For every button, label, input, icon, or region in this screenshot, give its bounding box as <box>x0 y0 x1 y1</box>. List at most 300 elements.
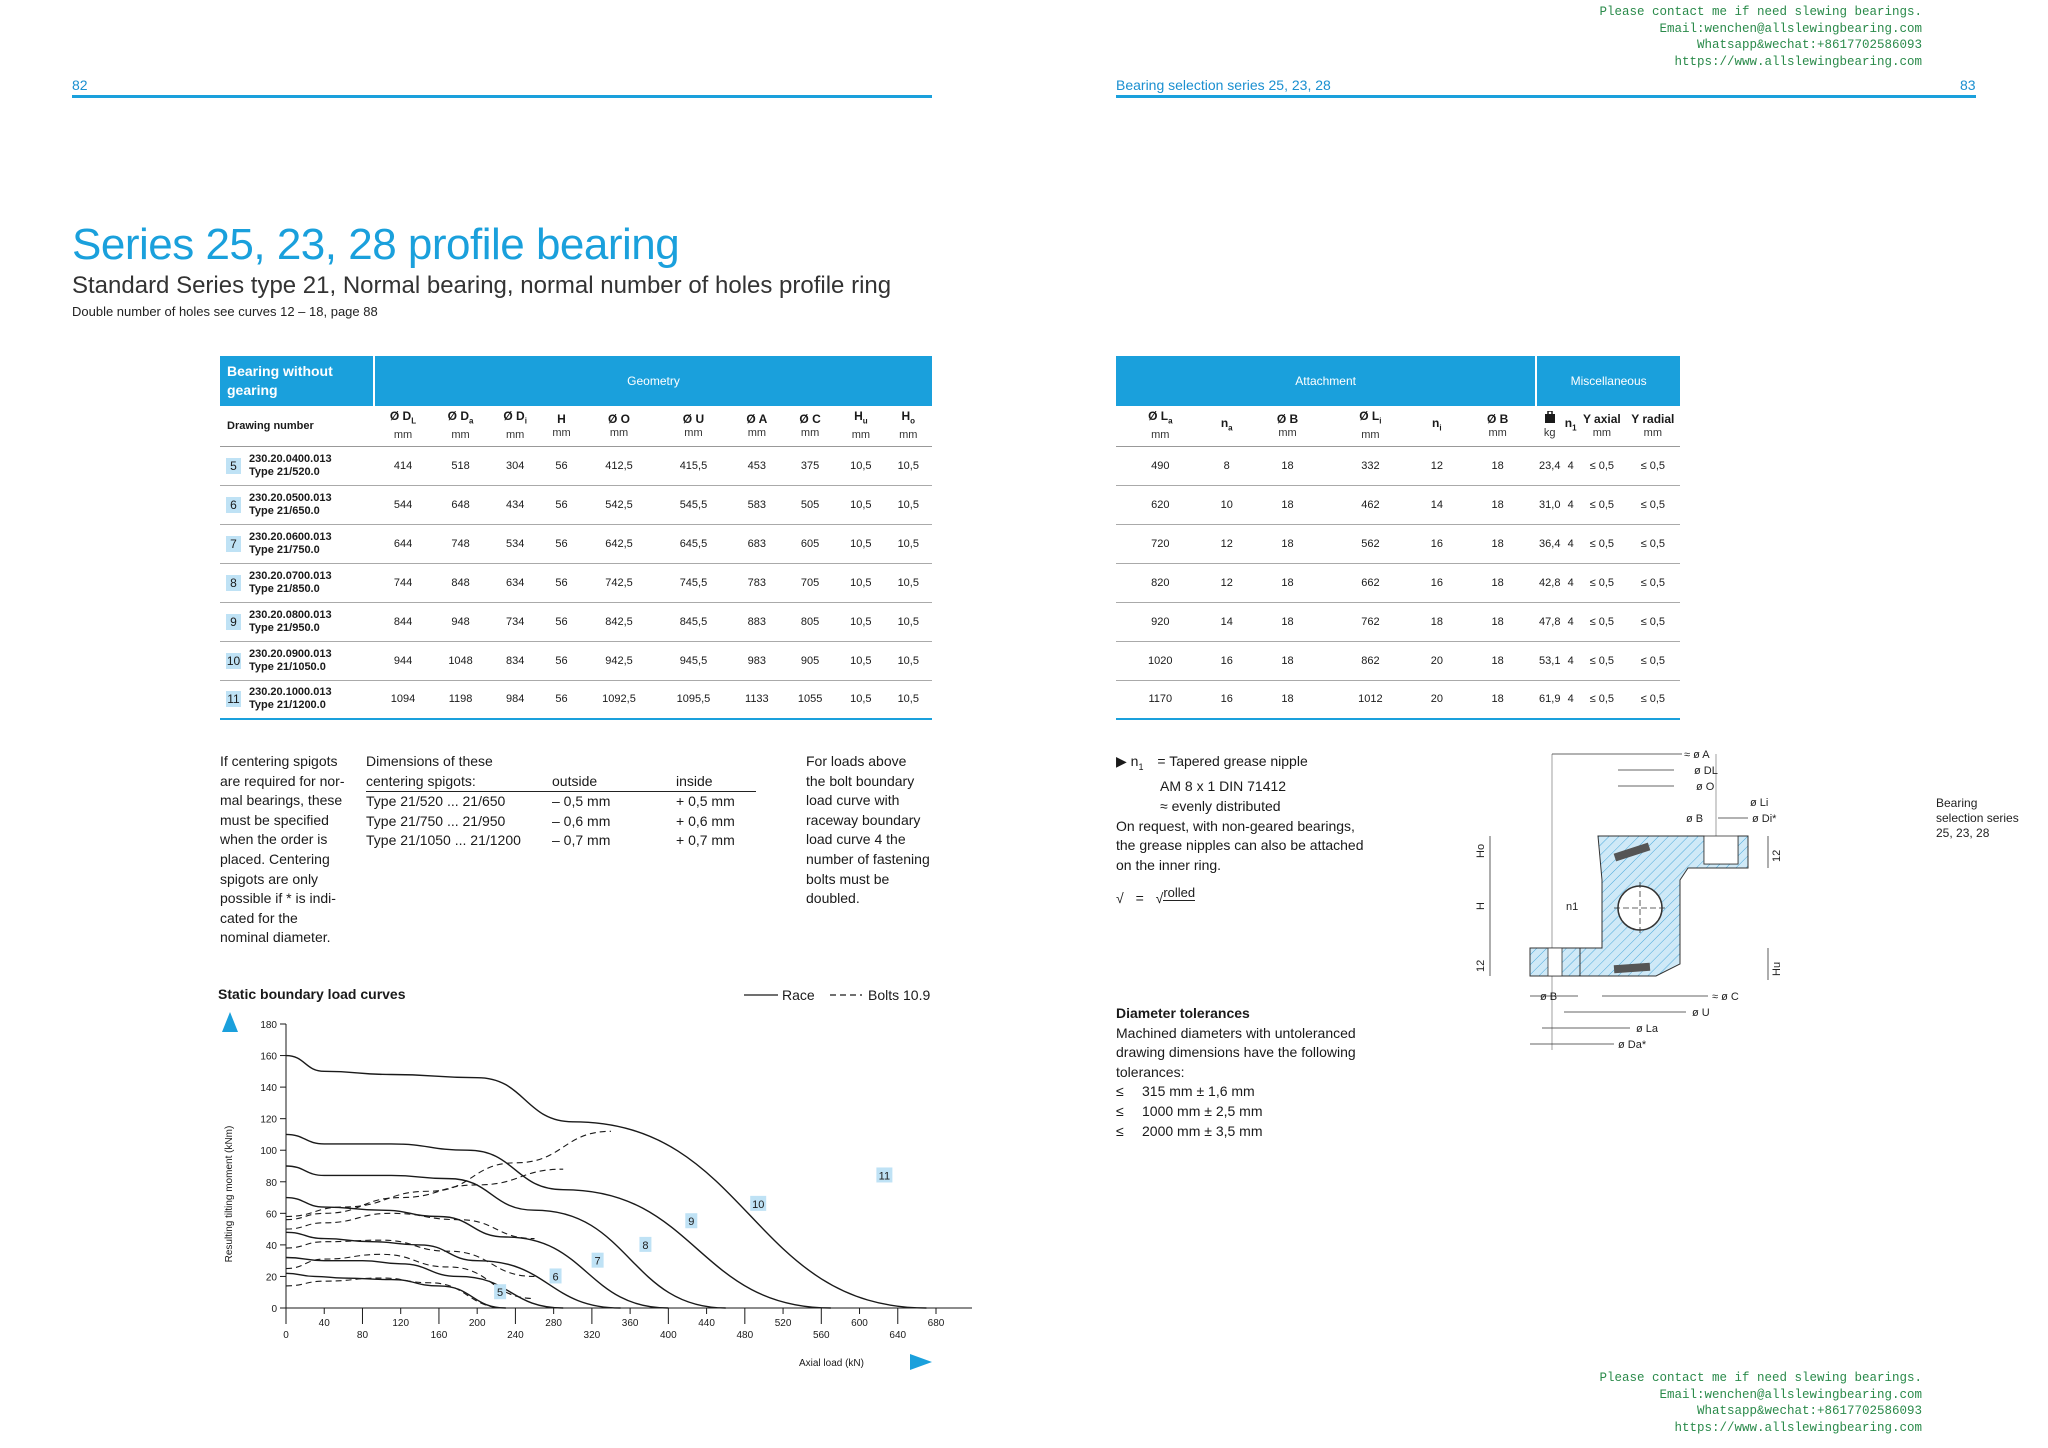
table-cell: 745,5 <box>656 563 730 602</box>
table-cell: 645,5 <box>656 524 730 563</box>
col-unit: mm <box>609 426 629 439</box>
table-cell: 10,5 <box>885 563 932 602</box>
table-cell: ≤ 0,5 <box>1578 485 1626 524</box>
table-cell: 642,5 <box>582 524 656 563</box>
table-cell: 4 <box>1563 680 1578 719</box>
spigot-heading-2: centering spigots: <box>366 772 552 793</box>
checkmark-icon: √ <box>1116 890 1124 907</box>
tolerance-row <box>1116 1122 1416 1142</box>
table-cell: 18 <box>1249 485 1326 524</box>
label-n1: n1 <box>1566 901 1579 913</box>
table-cell: 16 <box>1205 641 1249 680</box>
table-cell: ≤ 0,5 <box>1626 446 1680 485</box>
table-cell: 18 <box>1415 602 1459 641</box>
geometry-col-header <box>783 406 837 446</box>
dim-12-left: 12 <box>1475 959 1487 972</box>
rolled-label: rolled <box>1163 885 1196 901</box>
table-cell: 544 <box>374 485 432 524</box>
dim-Li: ø Li <box>1750 797 1769 809</box>
table-cell: 683 <box>731 524 783 563</box>
col-symbol: n <box>1564 416 1573 431</box>
dim-H: H <box>1475 902 1487 910</box>
spigot-note-line: when the order is <box>220 831 328 848</box>
table-cell: 1055 <box>783 680 837 719</box>
curve-label: 6 <box>552 1271 559 1284</box>
table-cell: 434 <box>489 485 541 524</box>
loads-note-line: number of fastening <box>806 850 930 867</box>
table-cell: 453 <box>731 446 783 485</box>
tolerance-sign: ≤ <box>1116 1102 1124 1119</box>
chart-title: Static boundary load curves <box>218 986 406 1002</box>
drawing-number-header: Drawing number <box>220 406 374 446</box>
spigot-note-line: cated for the <box>220 909 298 926</box>
drawing-number-cell <box>220 524 374 563</box>
table-cell: 4 <box>1563 446 1578 485</box>
col-symbol: Y radial <box>1631 411 1675 426</box>
col-symbol: Ø L <box>1359 409 1380 424</box>
x-tick-label: 640 <box>889 1330 907 1341</box>
table-cell: 12 <box>1205 524 1249 563</box>
drawing-number <box>241 492 332 518</box>
y-tick-label: 80 <box>265 1177 277 1189</box>
tolerance-row <box>1116 1082 1416 1102</box>
grease-symbol-sub: 1 <box>1138 761 1144 772</box>
attachment-col-header <box>1626 406 1680 446</box>
dim-B: ø B <box>1686 813 1704 825</box>
table-cell: 1133 <box>731 680 783 719</box>
col-symbol-sub: a <box>469 416 474 426</box>
spigot-note-line: possible if * is indi- <box>220 890 336 907</box>
table-cell: 762 <box>1326 602 1415 641</box>
y-tick-label: 0 <box>271 1304 277 1315</box>
table-cell: 10,5 <box>837 641 884 680</box>
spigot-note <box>220 752 360 948</box>
col-unit: mm <box>684 426 703 439</box>
spigot-note-line: must be specified <box>220 811 329 828</box>
curve-label: 8 <box>642 1239 649 1252</box>
spigot-type: Type 21/750 ... 21/950 <box>366 812 506 829</box>
table-cell: 304 <box>489 446 541 485</box>
col-unit: mm <box>552 426 571 439</box>
spigot-outside: – 0,6 mm <box>552 812 611 829</box>
table-cell: 634 <box>489 563 541 602</box>
table-cell: 18 <box>1459 446 1536 485</box>
dim-B2: ø B <box>1540 991 1558 1003</box>
table-cell: 414 <box>374 446 432 485</box>
col-symbol-wrap <box>374 409 432 428</box>
table-cell: 942,5 <box>582 641 656 680</box>
spigot-note-line: spigots are only <box>220 870 319 887</box>
table-cell: ≤ 0,5 <box>1578 680 1626 719</box>
spigot-outside: – 0,5 mm <box>552 793 611 810</box>
table-cell: 4 <box>1563 485 1578 524</box>
x-axis-arrow-icon <box>910 1354 932 1370</box>
curve-badge: 9 <box>226 614 241 630</box>
table-cell: 883 <box>731 602 783 641</box>
col-symbol: Ø D <box>389 409 412 424</box>
col-unit: mm <box>800 426 820 439</box>
contact-line: Please contact me if need slewing bearings. <box>1599 5 1922 19</box>
drawing-number-type: Type 21/750.0 <box>249 543 320 556</box>
col-symbol-sub: u <box>862 416 868 426</box>
spigot-inside: + 0,7 mm <box>676 832 735 849</box>
col-symbol-sub: o <box>910 416 916 426</box>
surface-icon: √ <box>1155 890 1164 907</box>
table-cell: 983 <box>731 641 783 680</box>
table-cell: 14 <box>1205 602 1249 641</box>
table-cell: 12 <box>1205 563 1249 602</box>
table-cell: 18 <box>1249 524 1326 563</box>
col-unit: mm <box>1151 429 1170 442</box>
col-unit: mm <box>1361 429 1380 442</box>
table-cell: 462 <box>1326 485 1415 524</box>
spigot-col-inside: inside <box>676 772 756 793</box>
table-cell: 18 <box>1249 602 1326 641</box>
contact-block-bottom <box>1599 1370 1922 1436</box>
table-cell: ≤ 0,5 <box>1626 602 1680 641</box>
table-cell: 662 <box>1326 563 1415 602</box>
loads-note-line: For loads above <box>806 753 907 769</box>
table-cell: 412,5 <box>582 446 656 485</box>
page-title: Series 25, 23, 28 profile bearing <box>72 220 680 269</box>
table-cell: 18 <box>1459 563 1536 602</box>
drawing-number <box>241 453 332 479</box>
tolerances-line-3: tolerances: <box>1116 1063 1185 1080</box>
col-symbol: n <box>1220 416 1229 431</box>
equals-sign: = <box>1135 890 1144 907</box>
tolerance-text: 1000 mm ± 2,5 mm <box>1142 1102 1263 1119</box>
table-cell: 56 <box>541 680 582 719</box>
table-cell: 744 <box>374 563 432 602</box>
dim-12-right: 12 <box>1771 849 1783 862</box>
left-header-rule <box>72 95 932 98</box>
table-cell: 562 <box>1326 524 1415 563</box>
spigot-type: Type 21/1050 ... 21/1200 <box>366 832 521 849</box>
table-cell: 834 <box>489 641 541 680</box>
table-cell: ≤ 0,5 <box>1626 680 1680 719</box>
drawing-number-type: Type 21/1200.0 <box>249 699 326 712</box>
drawing-number-type: Type 21/650.0 <box>249 504 320 517</box>
y-tick-label: 60 <box>265 1209 277 1221</box>
drawing-number-code: 230.20.0900.013 <box>249 647 332 660</box>
col-symbol-sub: 1 <box>1572 423 1577 433</box>
spigot-inside: + 0,6 mm <box>676 812 735 829</box>
chart-xlabel: Axial load (kN) <box>798 1358 864 1369</box>
geometry-group-header: Geometry <box>374 356 932 406</box>
tolerance-text: 2000 mm ± 3,5 mm <box>1142 1122 1263 1139</box>
tolerance-row <box>1116 1102 1416 1122</box>
curve-label: 5 <box>497 1287 504 1300</box>
page-subtitle: Standard Series type 21, Normal bearing, normal number of holes profile ring <box>72 272 892 299</box>
curve-label: 11 <box>878 1170 891 1183</box>
curve-label: 9 <box>688 1216 695 1229</box>
table-cell: 12 <box>1415 446 1459 485</box>
table-cell: 1095,5 <box>656 680 730 719</box>
table-cell: 18 <box>1459 524 1536 563</box>
loads-note-line: load curve 4 the <box>806 831 906 848</box>
table-cell: 842,5 <box>582 602 656 641</box>
table-cell: 748 <box>432 524 489 563</box>
table-cell: 23,4 <box>1536 446 1563 485</box>
col-symbol-sub: L <box>411 416 417 426</box>
dim-Hu: Hu <box>1771 961 1783 976</box>
race-curve-11 <box>286 1056 926 1308</box>
table-cell: 783 <box>731 563 783 602</box>
attachment-col-header <box>1249 406 1326 446</box>
spigot-note-line: mal bearings, these <box>220 792 343 809</box>
x-tick-label: 440 <box>698 1318 715 1329</box>
table-cell: 820 <box>1116 563 1205 602</box>
grease-line-2: AM 8 x 1 DIN 71412 <box>1160 778 1287 795</box>
table-cell: 16 <box>1415 524 1459 563</box>
drawing-number-code: 230.20.0400.013 <box>249 452 332 465</box>
table-cell: 945,5 <box>656 641 730 680</box>
col-symbol-sub: i <box>524 416 527 426</box>
col-symbol: Ø B <box>1486 411 1509 426</box>
table-cell: 844 <box>374 602 432 641</box>
table-cell: ≤ 0,5 <box>1578 563 1626 602</box>
col-symbol-sub: i <box>1379 416 1382 426</box>
table-cell: 542,5 <box>582 485 656 524</box>
spigot-note-line: placed. Centering <box>220 850 330 867</box>
table-cell: 20 <box>1415 641 1459 680</box>
table-cell: 61,9 <box>1536 680 1563 719</box>
col-unit: mm <box>1643 426 1662 439</box>
table-cell: 332 <box>1326 446 1415 485</box>
spigot-note-line: nominal diameter. <box>220 929 331 946</box>
weight-icon <box>1536 411 1563 426</box>
spigot-columns-header <box>366 772 756 793</box>
drawing-number <box>241 648 332 674</box>
table-cell: 518 <box>432 446 489 485</box>
page-note: Double number of holes see curves 12 – 18, page 88 <box>72 304 378 319</box>
tolerances-line-1: Machined diameters with untoleranced <box>1116 1024 1356 1041</box>
drawing-number <box>241 686 332 712</box>
col-symbol-sub: i <box>1439 423 1442 433</box>
table-cell: 805 <box>783 602 837 641</box>
loads-note-line: doubled. <box>806 890 860 907</box>
table-cell: 948 <box>432 602 489 641</box>
y-tick-label: 20 <box>265 1272 277 1284</box>
table-row <box>1116 680 1680 719</box>
table-cell: 42,8 <box>1536 563 1563 602</box>
col-symbol: H <box>557 411 566 426</box>
curve-label: 10 <box>752 1198 765 1211</box>
table-cell: 10 <box>1205 485 1249 524</box>
x-tick-label: 680 <box>927 1318 945 1329</box>
table-cell: 1048 <box>432 641 489 680</box>
spigot-col-outside: outside <box>552 772 676 793</box>
geometry-col-header <box>374 406 432 446</box>
bolt-curve-7 <box>286 1240 535 1276</box>
col-symbol-wrap <box>1326 409 1415 428</box>
y-tick-label: 100 <box>260 1146 277 1158</box>
contact-email: Email:wenchen@allslewingbearing.com <box>1659 1387 1922 1402</box>
bolt-curve-5 <box>286 1278 506 1308</box>
col-unit: mm <box>851 429 871 442</box>
table-cell: 8 <box>1205 446 1249 485</box>
attachment-col-header <box>1116 406 1205 446</box>
spigot-inside: + 0,5 mm <box>676 793 735 810</box>
x-tick-label: 320 <box>583 1330 601 1341</box>
race-curve-8 <box>286 1198 668 1308</box>
col-unit: mm <box>506 429 525 442</box>
curve-badge: 11 <box>227 692 240 707</box>
table-row <box>1116 563 1680 602</box>
geometry-col-header <box>489 406 541 446</box>
x-tick-label: 40 <box>318 1318 330 1329</box>
table-cell: 56 <box>541 485 582 524</box>
right-page-number: 83 <box>1960 77 1976 93</box>
table-cell: 605 <box>783 524 837 563</box>
table-cell: 56 <box>541 446 582 485</box>
running-head: Bearing selection series 25, 23, 28 <box>1116 77 1331 93</box>
table-cell: 47,8 <box>1536 602 1563 641</box>
table-cell: 4 <box>1563 602 1578 641</box>
table-cell: 905 <box>783 641 837 680</box>
table-cell: 18 <box>1459 641 1536 680</box>
grease-line-4: On request, with non-geared bearings, <box>1116 817 1355 834</box>
drawing-number-code: 230.20.0700.013 <box>249 569 332 582</box>
table-cell: 848 <box>432 563 489 602</box>
table-cell: 4 <box>1563 563 1578 602</box>
bearing-cross-section-diagram <box>1418 740 1818 1060</box>
col-unit: mm <box>899 429 918 442</box>
table-cell: ≤ 0,5 <box>1578 446 1626 485</box>
table-cell: 644 <box>374 524 432 563</box>
col-symbol: Y axial <box>1582 411 1621 426</box>
table-row <box>1116 524 1680 563</box>
table-cell: 16 <box>1415 563 1459 602</box>
contact-block-top <box>1599 4 1922 70</box>
table-cell: 10,5 <box>885 524 932 563</box>
x-tick-label: 280 <box>545 1318 562 1329</box>
table-cell: ≤ 0,5 <box>1578 524 1626 563</box>
table-cell: 1170 <box>1116 680 1205 719</box>
table-cell: 742,5 <box>582 563 656 602</box>
y-tick-label: 160 <box>260 1051 277 1063</box>
col-symbol-wrap <box>1205 416 1249 435</box>
col-symbol-wrap <box>1116 409 1205 428</box>
spigot-heading-1: Dimensions of these <box>366 753 493 769</box>
contact-phone: Whatsapp&wechat:+8617702586093 <box>1696 1404 1922 1418</box>
table-cell: ≤ 0,5 <box>1626 563 1680 602</box>
attachment-col-header <box>1326 406 1415 446</box>
left-page-number: 82 <box>72 77 88 93</box>
table-cell: 18 <box>1459 602 1536 641</box>
bearing-group-line2: gearing <box>227 382 278 398</box>
dim-A: ≈ ø A <box>1684 749 1710 761</box>
table-cell: 10,5 <box>837 563 884 602</box>
tolerances <box>1116 1004 1416 1141</box>
table-cell: 10,5 <box>837 602 884 641</box>
table-cell: 56 <box>541 524 582 563</box>
geometry-col-header <box>582 406 656 446</box>
attachment-col-header <box>1459 406 1536 446</box>
curve-badge: 6 <box>226 497 241 513</box>
geometry-col-header <box>656 406 730 446</box>
table-row <box>220 485 932 524</box>
col-symbol-wrap <box>1626 412 1680 426</box>
dim-La: ø La <box>1636 1023 1659 1035</box>
table-cell: 18 <box>1459 485 1536 524</box>
x-tick-label: 400 <box>660 1330 677 1341</box>
dim-U: ø U <box>1692 1007 1710 1019</box>
table-cell: 18 <box>1249 563 1326 602</box>
spigot-dimensions <box>366 752 756 851</box>
table-cell: 18 <box>1459 680 1536 719</box>
attachment-col-header <box>1536 406 1563 446</box>
dim-Da: ø Da* <box>1618 1039 1647 1051</box>
geometry-col-header <box>541 406 582 446</box>
table-cell: 505 <box>783 485 837 524</box>
grease-line-3: ≈ evenly distributed <box>1160 797 1281 814</box>
curve-badge: 7 <box>226 536 241 552</box>
chart-ylabel: Resulting tilting moment (kNm) <box>224 1125 235 1263</box>
drawing-number-code: 230.20.0600.013 <box>249 530 332 543</box>
table-cell: 375 <box>783 446 837 485</box>
grease-note <box>1116 752 1416 909</box>
col-unit: kg <box>1543 427 1556 440</box>
col-symbol-wrap <box>1459 412 1536 426</box>
col-symbol: H <box>854 409 863 424</box>
table-cell: 56 <box>541 602 582 641</box>
side-label-2: selection series <box>1936 811 2019 825</box>
x-tick-label: 200 <box>468 1318 486 1329</box>
col-symbol: Ø L <box>1148 409 1169 424</box>
dim-Ho: Ho <box>1475 843 1487 858</box>
x-tick-label: 360 <box>621 1318 639 1329</box>
drawing-number <box>241 609 332 635</box>
col-symbol: Ø D <box>503 409 525 424</box>
curve-badge: 5 <box>226 458 241 474</box>
table-cell: 10,5 <box>885 602 932 641</box>
table-cell: ≤ 0,5 <box>1626 485 1680 524</box>
table-row <box>220 680 932 719</box>
table-cell: 10,5 <box>885 641 932 680</box>
drawing-number-code: 230.20.0800.013 <box>249 608 332 621</box>
table-cell: 10,5 <box>885 485 932 524</box>
table-cell: ≤ 0,5 <box>1626 641 1680 680</box>
table-cell: 534 <box>489 524 541 563</box>
table-cell: 10,5 <box>885 680 932 719</box>
drawing-number-cell <box>220 485 374 524</box>
table-cell: 20 <box>1415 680 1459 719</box>
curve-badge: 8 <box>226 575 241 591</box>
right-header-rule <box>1116 95 1976 98</box>
col-symbol: Ø B <box>1276 411 1299 426</box>
col-symbol: Ø U <box>682 411 705 426</box>
drawing-number-type: Type 21/950.0 <box>249 621 320 634</box>
legend-bolts-label: Bolts 10.9 <box>868 987 931 1003</box>
tolerance-text: 315 mm ± 1,6 mm <box>1142 1083 1255 1100</box>
attachment-col-header <box>1578 406 1626 446</box>
col-symbol-wrap <box>1415 416 1459 435</box>
table-cell: 10,5 <box>837 446 884 485</box>
table-cell: 1020 <box>1116 641 1205 680</box>
chart-legend <box>744 987 930 1003</box>
col-symbol-sub: a <box>1228 423 1233 433</box>
y-tick-label: 140 <box>260 1083 277 1095</box>
col-symbol-wrap <box>1249 412 1326 426</box>
y-axis-arrow-icon <box>222 1012 238 1032</box>
dim-Di: ø Di* <box>1752 813 1777 825</box>
curve-label: 7 <box>594 1255 601 1268</box>
drawing-number-cell <box>220 563 374 602</box>
attachment-col-header <box>1415 406 1459 446</box>
col-unit: mm <box>1278 426 1297 439</box>
table-cell: 10,5 <box>885 446 932 485</box>
